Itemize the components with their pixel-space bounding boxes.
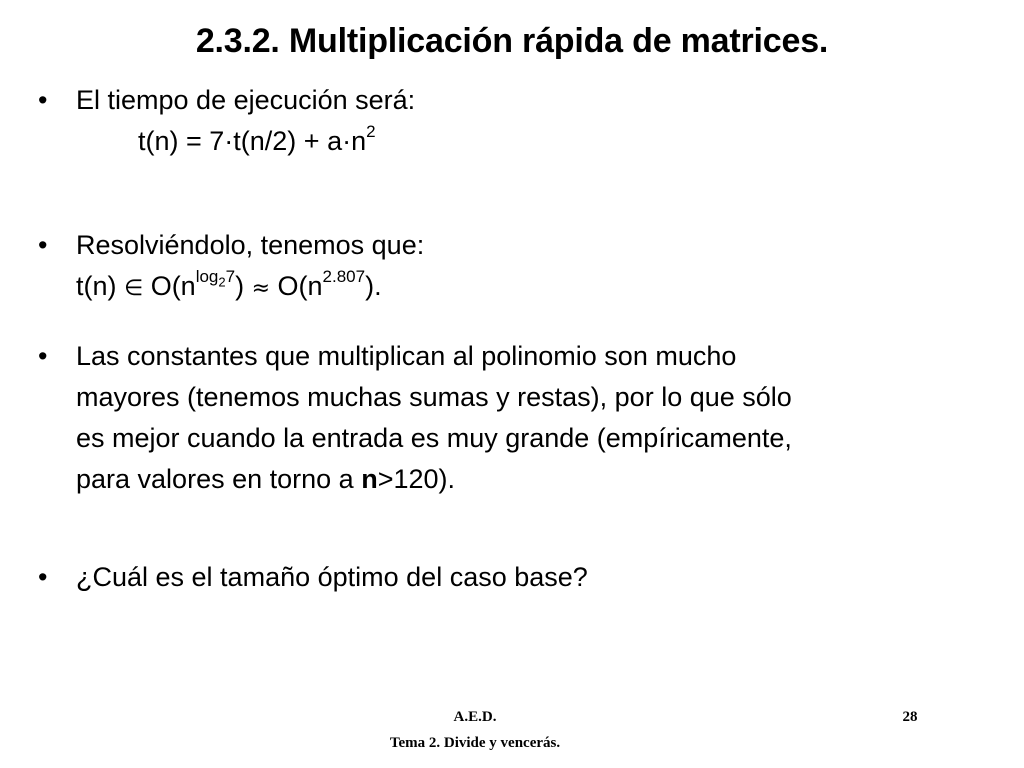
bullet-constants <box>38 336 998 500</box>
bullet-base-case-question <box>38 557 998 598</box>
bullet-execution-time <box>38 80 998 162</box>
bullet-text: El tiempo de ejecución será: <box>76 85 416 115</box>
bullet-text: ¿Cuál es el tamaño óptimo del caso base? <box>76 562 588 592</box>
bullet-solution <box>38 225 998 309</box>
footer-course: A.E.D. <box>453 709 497 725</box>
page-number: 28 <box>902 709 918 725</box>
bullet-text: Resolviéndolo, tenemos que: <box>76 230 425 260</box>
bullet-line: Las constantes que multiplican al polinomio son mucho <box>76 341 737 371</box>
formula-exponent: 2 <box>366 122 376 141</box>
bullet-marker: • <box>38 562 48 592</box>
bullet-marker: • <box>38 85 48 115</box>
formula-main: t(n) = 7·t(n/2) + a·n <box>138 126 367 156</box>
numeric-exponent: 2.807 <box>322 267 366 286</box>
recurrence-formula <box>76 121 998 162</box>
bullet-line: es mejor cuando la entrada es muy grande (empíricamente, <box>76 423 792 453</box>
bullet-line-last: para valores en torno a n>120). <box>76 464 455 494</box>
bullet-line: mayores (tenemos muchas sumas y restas), por lo que sólo <box>76 382 792 412</box>
bullet-marker: • <box>38 230 48 260</box>
element-of-symbol: ∈ <box>124 276 144 301</box>
log-exponent: log27 <box>195 267 236 290</box>
approx-symbol: ≈ <box>251 276 271 301</box>
bullet-marker: • <box>38 341 48 371</box>
slide-title: 2.3.2. Multiplicación rápida de matrices. <box>195 22 829 60</box>
footer-topic: Tema 2. Divide y vencerás. <box>389 735 561 751</box>
complexity-formula: t(n) ∈ $O(n^{log_27}) \approx O(n^{2.807})$. <box>76 267 382 301</box>
bold-n: n <box>361 464 378 494</box>
